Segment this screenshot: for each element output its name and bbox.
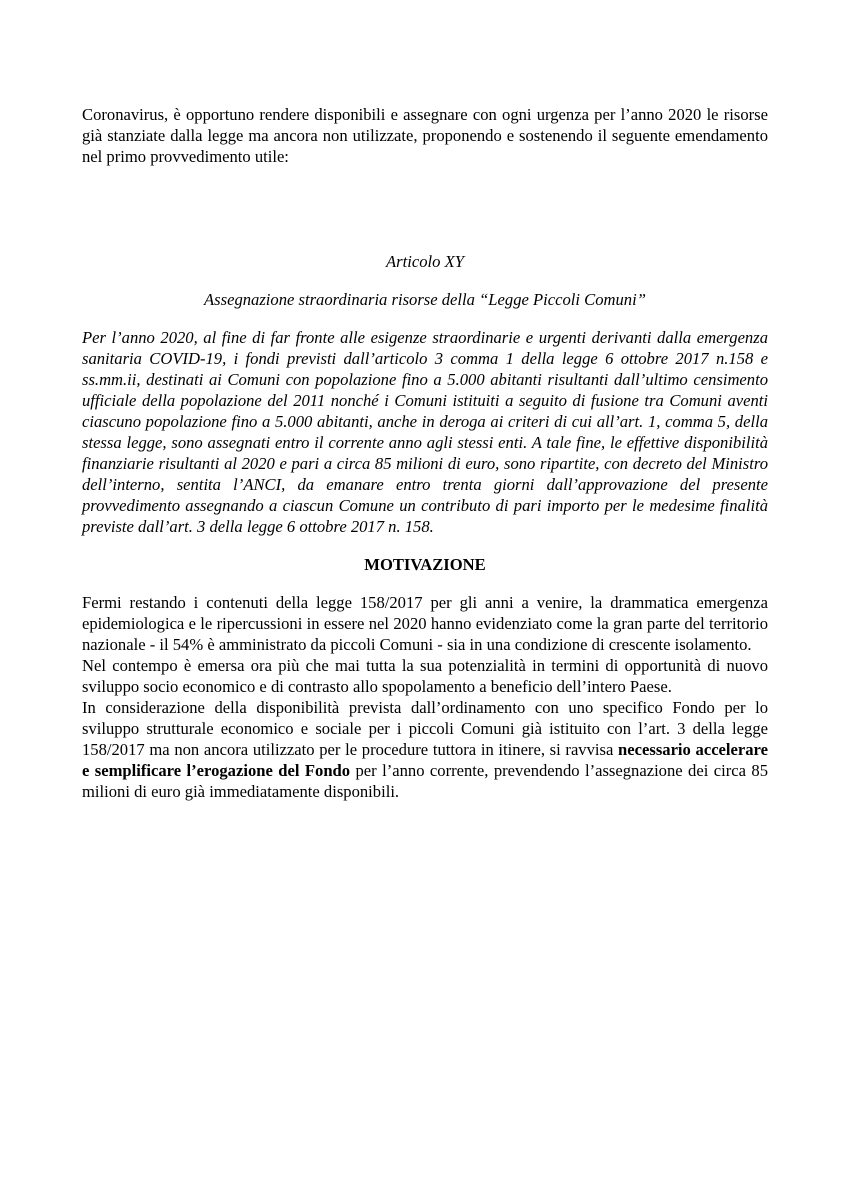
motivation-heading: MOTIVAZIONE — [364, 555, 486, 574]
article-title: Articolo XY — [386, 252, 464, 271]
motivation-paragraph-1: Fermi restando i contenuti della legge 158/2017 per gli anni a venire, la drammatica emergenza epidemiologica e le ripercussioni in essere nel 2020 hanno evidenziato come la gran parte del territorio nazionale - il 54% è amministrato da piccoli Comuni - sia in una condizione di crescente isolamento. — [82, 593, 768, 654]
article-body: Per l’anno 2020, al fine di far fronte alle esigenze straordinarie e urgenti derivanti dalla emergenza sanitaria COVID-19, i fondi previsti dall’articolo 3 comma 1 della legge 6 ottobre 2017 n.158 e ss.mm.ii, destinati ai Comuni con popolazione fino a 5.000 abitanti risultanti dall’ultimo censimento ufficiale della popolazione del 2011 nonché i Comuni istituiti a seguito di fusione tra Comuni aventi ciascuno popolazione fino a 5.000 abitanti, anche in deroga ai criteri di cui all’art. 1, comma 5, della stessa legge, sono assegnati entro il corrente anno agli stessi enti. A tale fine, le effettive disponibilità finanziarie risultanti al 2020 e pari a circa 85 milioni di euro, sono ripartite, con decreto del Ministro dell’interno, sentita l’ANCI, da emanare entro trenta giorni dall’approvazione del presente provvedimento assegnando a ciascun Comune un contributo di pari importo per le medesime finalità previste dall’art. 3 della legge 6 ottobre 2017 n. 158. — [82, 328, 768, 536]
motivation-paragraph-3 — [82, 697, 768, 802]
motivation-paragraph-2: Nel contempo è emersa ora più che mai tutta la sua potenzialità in termini di opportunità di nuovo sviluppo socio economico e di contrasto allo spopolamento a beneficio dell’intero Paese. — [82, 656, 768, 696]
motivation-paragraph-3-end: per l’anno corrente, prevendendo l’assegnazione dei circa 85 milioni di euro già immediatamente disponibili. — [82, 761, 768, 801]
motivation-section — [82, 592, 768, 802]
motivation-emphasis: necessario accelerare e semplificare l’erogazione del Fondo — [82, 740, 768, 780]
document-page — [82, 104, 768, 802]
intro-paragraph: Coronavirus, è opportuno rendere disponibili e assegnare con ogni urgenza per l’anno 2020 le risorse già stanziate dalla legge ma ancora non utilizzate, proponendo e sostenendo il seguente emendamento nel primo provvedimento utile: — [82, 105, 768, 166]
article-subtitle: Assegnazione straordinaria risorse della “Legge Piccoli Comuni” — [204, 290, 646, 309]
motivation-paragraph-3-start: In considerazione della disponibilità prevista dall’ordinamento con uno specifico Fondo per lo sviluppo strutturale economico e sociale per i piccoli Comuni già istituito con l’art. 3 della legge 158/2017 ma non ancora utilizzato per le procedure tuttora in itinere, si ravvisa — [82, 698, 768, 759]
